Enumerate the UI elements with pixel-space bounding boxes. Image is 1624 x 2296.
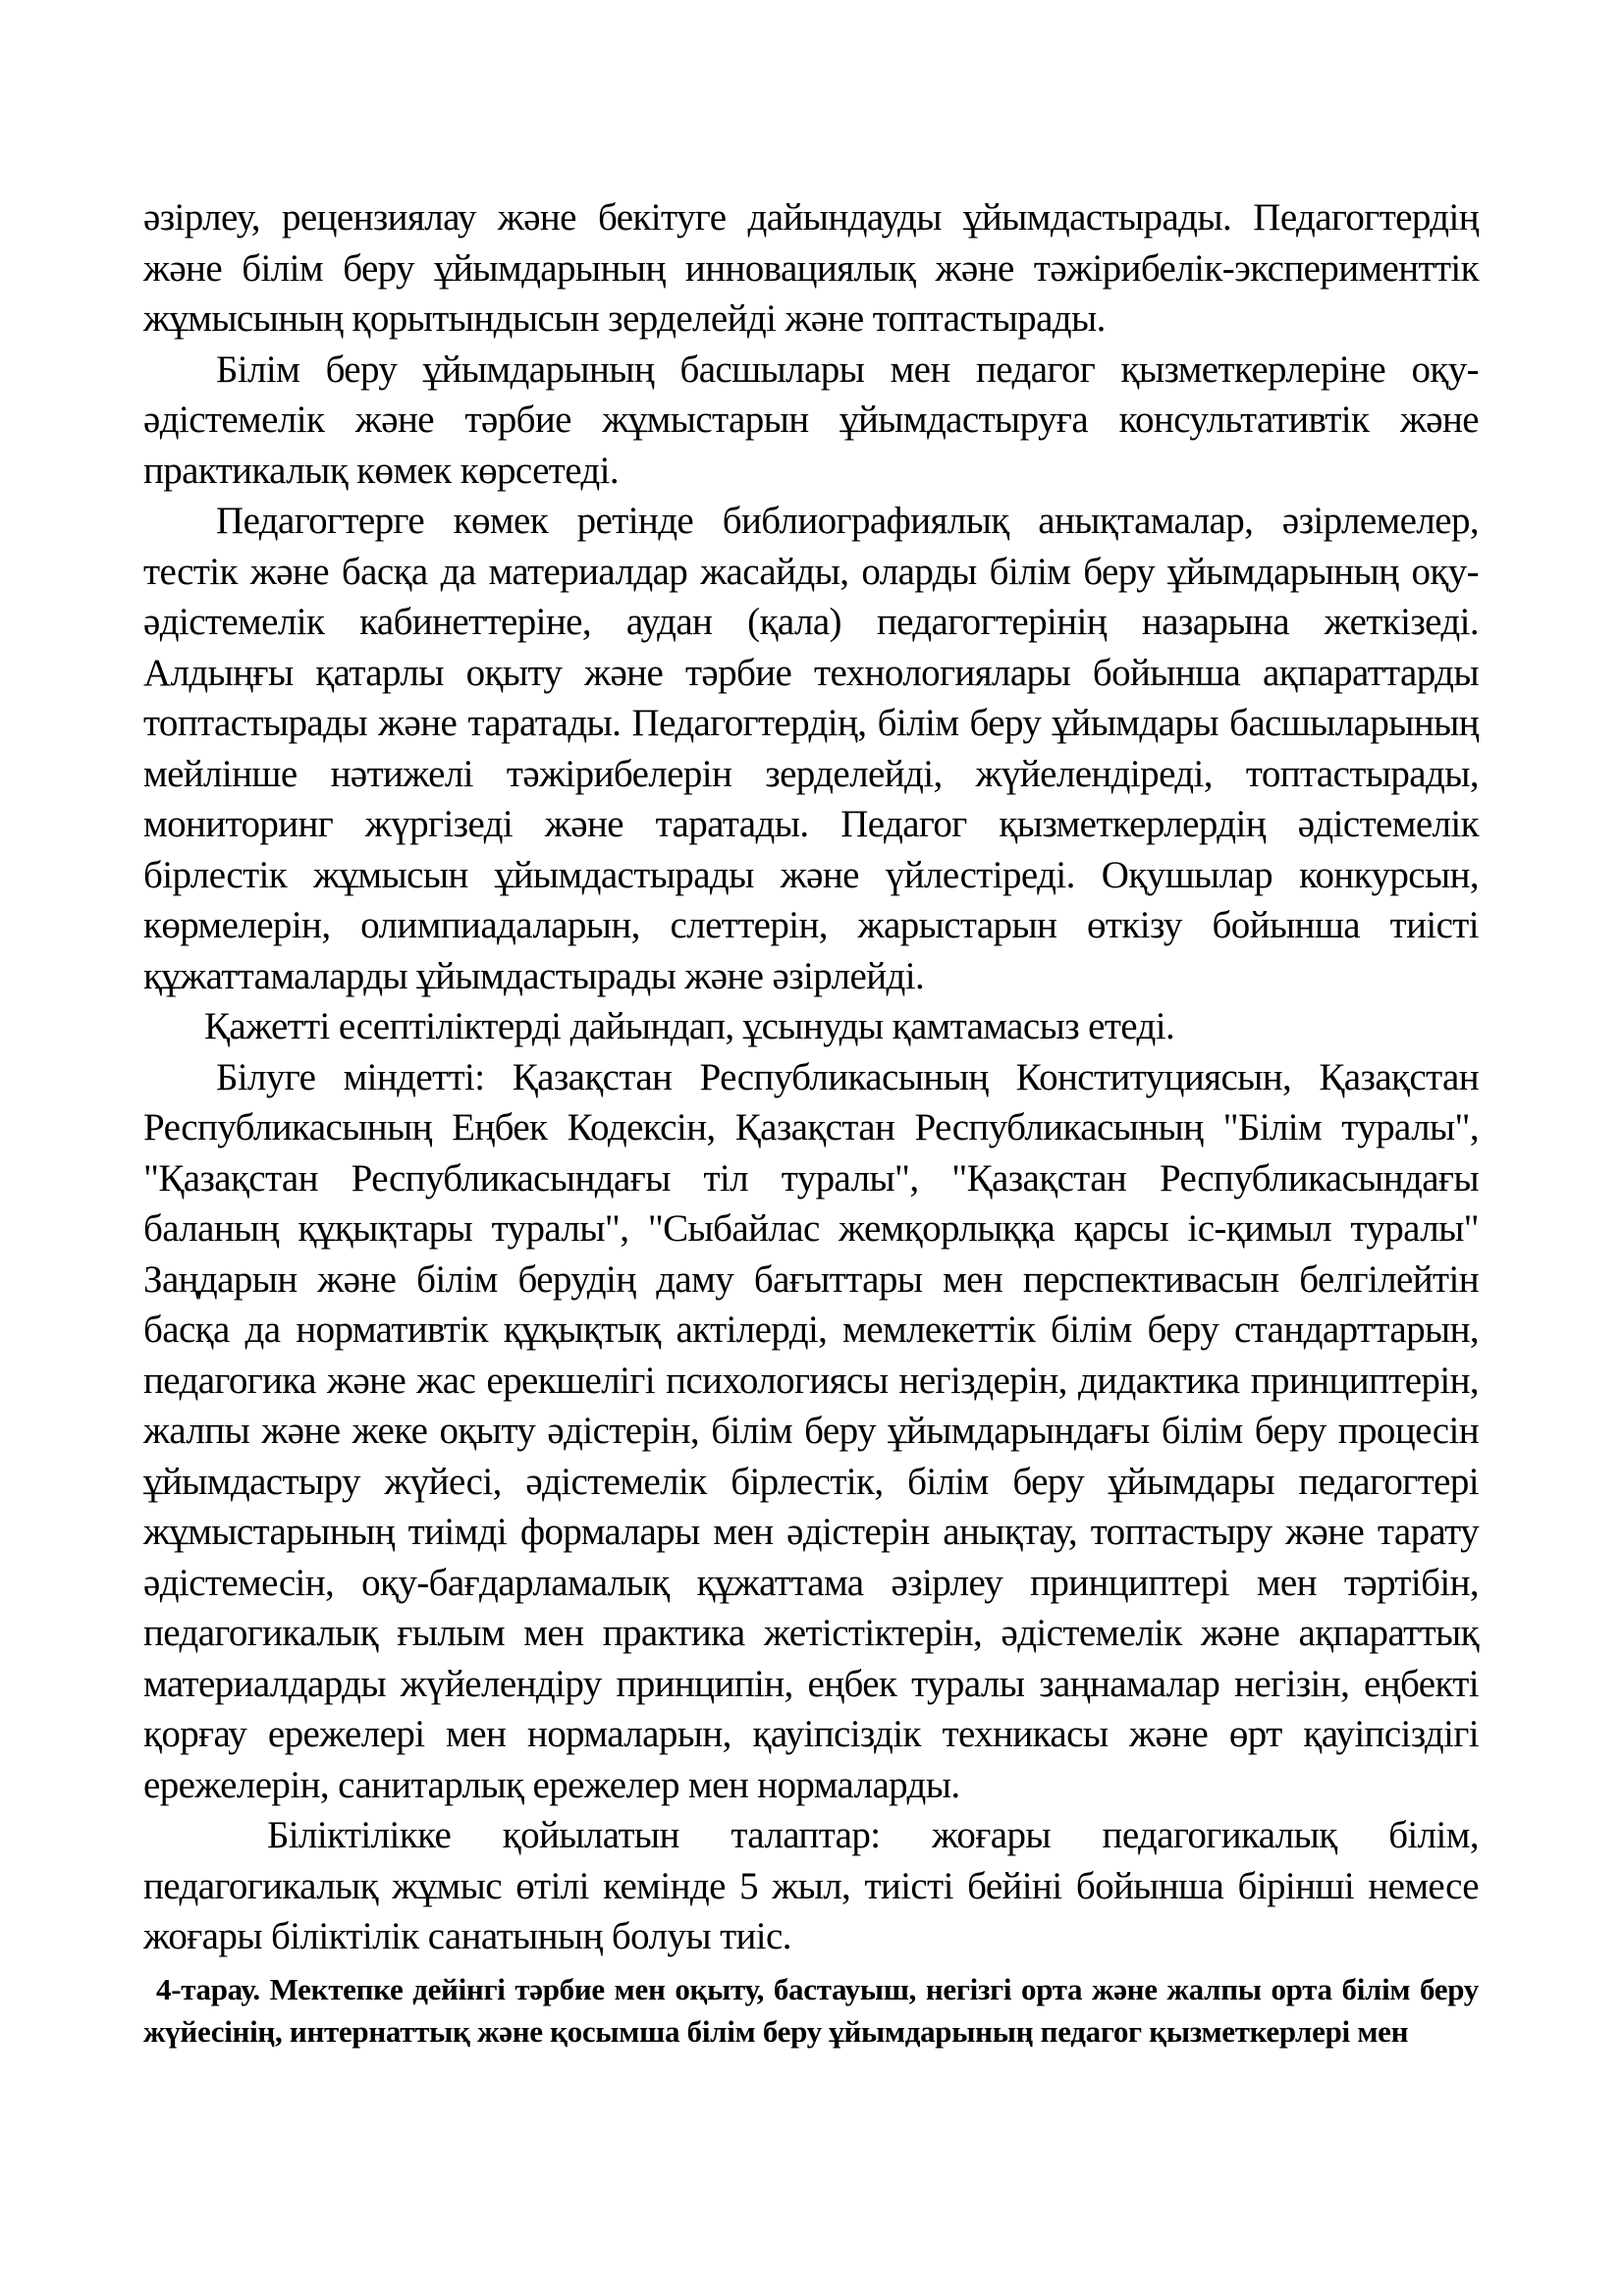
- paragraph-qualification-requirements: Біліктілікке қойылатын талаптар: жоғары педагогикалық білім, педагогикалық жұмыс өтілі кемінде 5 жыл, тиісті бейіні бойынша бірінші немесе жоғары біліктілік санатының болуы тиіс.: [143, 1814, 1479, 1957]
- paragraph-teacher-support: Педагогтерге көмек ретінде библиографиялық анықтамалар, әзірлемелер, тестік және басқа да материалдар жасайды, оларды білім беру ұйымдарының оқу-әдістемелік кабинеттеріне, аудан (қала) педагогтерінің назарына жеткізеді. Алдыңғы қатарлы оқыту және тәрбие технологиялары бойынша ақпараттарды топтастырады және таратады. Педагогтердің, білім беру ұйымдары басшыларының мейлінше нәтижелі тәжірибелерін зерделейді, жүйелендіреді, топтастырады, мониторинг жүргізеді және таратады. Педагог қызметкерлердің әдістемелік бірлестік жұмысын ұйымдастырады және үйлестіреді. Оқушылар конкурсын, көрмелерін, олимпиадаларын, слеттерін, жарыстарын өткізу бойынша тиісті құжаттамаларды ұйымдастырады және әзірлейді.: [143, 500, 1479, 997]
- chapter-heading: 4-тарау. Мектепке дейінгі тәрбие мен оқыту, бастауыш, негізгі орта және жалпы орта білім беру жүйесінің, интернаттық және қосымша білім беру ұйымдарының педагог қызметкерлері мен: [143, 1971, 1479, 2049]
- document-text-block: [143, 192, 1479, 2053]
- paragraph-reporting: Қажетті есептіліктерді дайындап, ұсынуды қамтамасыз етеді.: [204, 1005, 1175, 1047]
- paragraph-continuation: әзірлеу, рецензиялау және бекітуге дайындауды ұйымдастырады. Педагогтердің және білім беру ұйымдарының инновациялық және тәжірибелік-эксперименттік жұмысының қорытындысын зерделейді және топтастырады.: [143, 196, 1479, 340]
- paragraph-must-know: Білуге міндетті: Қазақстан Республикасының Конституциясын, Қазақстан Республикасының Еңбек Кодексін, Қазақстан Республикасының "Білім туралы", "Қазақстан Республикасындағы тіл туралы", "Қазақстан Республикасындағы баланың құқықтары туралы", "Сыбайлас жемқорлыққа қарсы іс-қимыл туралы" Заңдарын және білім берудің даму бағыттары мен перспективасын белгілейтін басқа да нормативтік құқықтық актілерді, мемлекеттік білім беру стандарттарын, педагогика және жас ерекшелігі психологиясы негіздерін, дидактика принциптерін, жалпы және жеке оқыту әдістерін, білім беру ұйымдарындағы білім беру процесін ұйымдастыру жүйесі, әдістемелік бірлестік, білім беру ұйымдары педагогтері жұмыстарының тиімді формалары мен әдістерін анықтау, топтастыру және тарату әдістемесін, оқу-бағдарламалық құжаттама әзірлеу принциптері мен тәртібін, педагогикалық ғылым мен практика жетістіктерін, әдістемелік және ақпараттық материалдарды жүйелендіру принципін, еңбек туралы заңнамалар негізін, еңбекті қорғау ережелері мен нормаларын, қауіпсіздік техникасы және өрт қауіпсіздігі ережелерін, санитарлық ережелер мен нормаларды.: [143, 1055, 1479, 1806]
- paragraph-consultative-help: Білім беру ұйымдарының басшылары мен педагог қызметкерлеріне оқу-әдістемелік және тәрбие жұмыстарын ұйымдастыруға консультативтік және практикалық көмек көрсетеді.: [143, 347, 1479, 492]
